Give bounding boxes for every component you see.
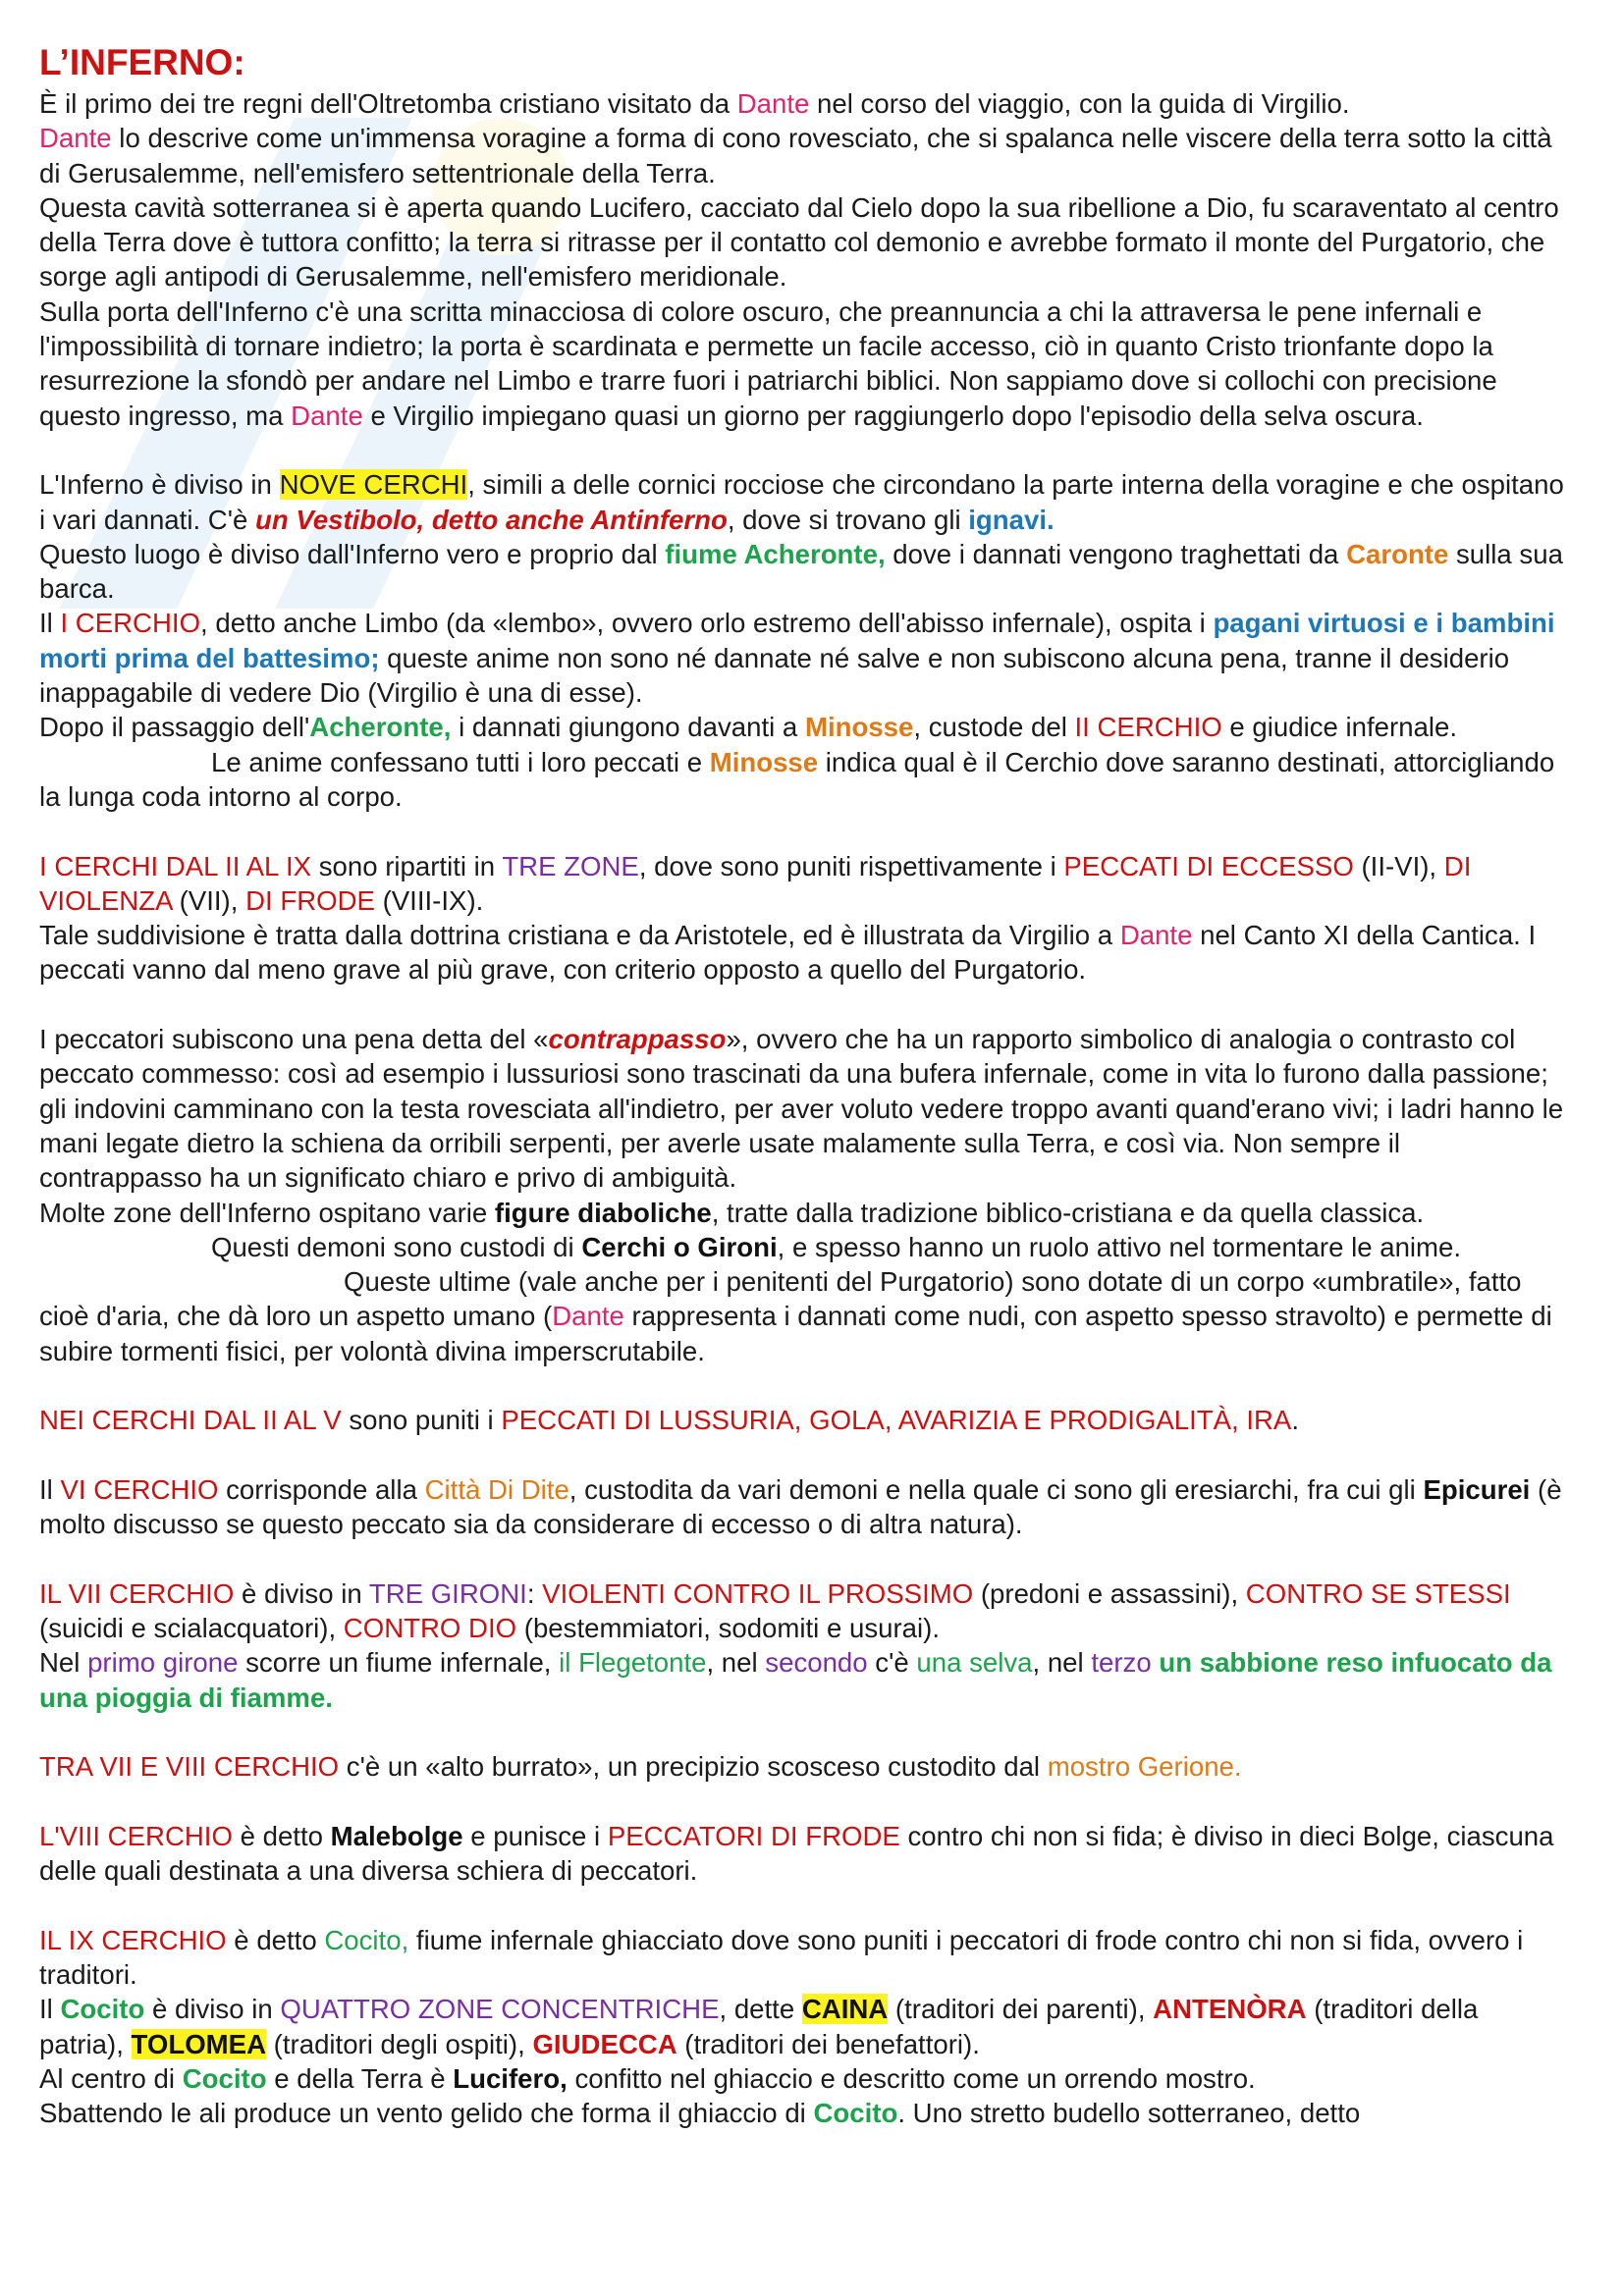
paragraph-three-zones: I CERCHI DAL II AL IX sono ripartiti in TRE ZONE, dove sono puniti rispettivamente i PECCATI DI ECCESSO (II-VI), DI VIOLENZA (VII), DI FRODE (VIII-IX). Tale suddivisione è tratta dalla dottrina cristiana e da Aristotele, ed è illustrata da Virgilio a Dante nel Canto XI della Cantica. I peccati vanno dal meno grave al più grave, con criterio opposto a quello del Purgatorio. — [39, 850, 1537, 986]
paragraph-contrappasso: I peccatori subiscono una pena detta del «contrappasso», ovvero che ha un rapporto simbolico di analogia o contrasto col peccato commesso: così ad esempio i lussuriosi sono trascinati da una bufera infernale, come in vita lo furono dalla passione; gli indovini camminano con la testa rovesciata all'indietro, per aver voluto vedere troppo avanti quand'erano vivi; i ladri hanno le mani legate dietro la schiena da orribili serpenti, per averle usate malamente sulla Terra, e così via. Non sempre il contrappasso ha un significato chiaro e privo di ambiguità. Molte zone dell'Inferno ospitano varie figure diaboliche, tratte dalla tradizione biblico-cristiana e da quella classica.Questi demoni sono custodi di Cerchi o Gironi, e spesso hanno un ruolo attivo nel tormentare le anime.Queste ultime (vale anche per i penitenti del Purgatorio) sono dotate di un corpo «umbratile», fatto cioè d'aria, che dà loro un aspetto umano (Dante rappresenta i dannati come nudi, con aspetto spesso stravolto) e permette di subire tormenti fisici, per volontà divina imperscrutabile. — [39, 1024, 1564, 1366]
paragraph-structure: L'Inferno è diviso in NOVE CERCHI, simili a delle cornici rocciose che circondano la parte interna della voragine e che ospitano i vari dannati. C'è un Vestibolo, detto anche Antinferno, dove si trovano gli ignavi. Questo luogo è diviso dall'Inferno vero e proprio dal fiume Acheronte, dove i dannati vengono traghettati da Caronte sulla sua barca. Il I CERCHIO, detto anche Limbo (da «lembo», ovvero orlo estremo dell'abisso infernale), ospita i pagani virtuosi e i bambini morti prima del battesimo; queste anime non sono né dannate né salve e non subiscono alcuna pena, tranne il desiderio inappagabile di vedere Dio (Virgilio è una di esse). Dopo il passaggio dell'Acheronte, i dannati giungono davanti a Minosse, custode del II CERCHIO e giudice infernale.Le anime confessano tutti i loro peccati e Minosse indica qual è il Cerchio dove saranno destinati, attorcigliando la lunga coda intorno al corpo. — [39, 469, 1564, 812]
document-page — [39, 41, 1566, 2131]
paragraph-circles-2-5: NEI CERCHI DAL II AL V sono puniti i PECCATI DI LUSSURIA, GOLA, AVARIZIA E PRODIGALITÀ, IRA. — [39, 1405, 1300, 1436]
paragraph-circle-9: IL IX CERCHIO è detto Cocito, fiume infernale ghiacciato dove sono puniti i peccatori di frode contro chi non si fida, ovvero i traditori. Il Cocito è diviso in QUATTRO ZONE CONCENTRICHE, dette CAINA (traditori dei parenti), ANTENÒRA (traditori della patria), TOLOMEA (traditori degli ospiti), GIUDECCA (traditori dei benefattori). Al centro di Cocito e della Terra è Lucifero, confitto nel ghiaccio e descritto come un orrendo mostro. Sbattendo le ali produce un vento gelido che forma il ghiaccio di Cocito. Uno stretto budello sotterraneo, detto — [39, 1924, 1524, 2129]
paragraph-circle-7: IL VII CERCHIO è diviso in TRE GIRONI: VIOLENTI CONTRO IL PROSSIMO (predoni e assassini), CONTRO SE STESSI (suicidi e scialacquatori), CONTRO DIO (bestemmiatori, sodomiti e usurai). Nel primo girone scorre un fiume infernale, il Flegetonte, nel secondo c'è una selva, nel terzo un sabbione reso infuocato da una pioggia di fiamme. — [39, 1577, 1552, 1713]
paragraph-circle-8: L'VIII CERCHIO è detto Malebolge e punisce i PECCATORI DI FRODE contro chi non si fida; è diviso in dieci Bolge, ciascuna delle quali destinata a una diversa schiera di peccatori. — [39, 1820, 1554, 1887]
paragraph-circle-6: Il VI CERCHIO corrisponde alla Città Di Dite, custodita da vari demoni e nella quale ci sono gli eresiarchi, fra cui gli Epicurei (è molto discusso se questo peccato sia da considerare di eccesso o di altra natura). — [39, 1473, 1562, 1540]
paragraph-burrato: TRA VII E VIII CERCHIO c'è un «alto burrato», un precipizio scosceso custodito dal mostro Gerione. — [39, 1751, 1242, 1783]
paragraph-intro: È il primo dei tre regni dell'Oltretomba cristiano visitato da Dante nel corso del viaggio, con la guida di Virgilio. Dante lo descrive come un'immensa voragine a forma di cono rovesciato, che si spalanca nelle viscere della terra sotto la città di Gerusalemme, nell'emisfero settentrionale della Terra. Questa cavità sotterranea si è aperta quando Lucifero, cacciato dal Cielo dopo la sua ribellione a Dio, fu scaraventato al centro della Terra dove è tuttora confitto; la terra si ritrasse per il contatto col demonio e avrebbe formato il monte del Purgatorio, che sorge agli antipodi di Gerusalemme, nell'emisfero meridionale. Sulla porta dell'Inferno c'è una scritta minacciosa di colore oscuro, che preannuncia a chi la attraversa le pene infernali e l'impossibilità di tornare indietro; la porta è scardinata e permette un facile accesso, ciò in quanto Cristo trionfante dopo la resurrezione la sfondò per andare nel Limbo e trarre fuori i patriarchi biblici. Non sappiamo dove si collochi con precisione questo ingresso, ma Dante e Virgilio impiegano quasi un giorno per raggiungerlo dopo l'episodio della selva oscura. — [39, 88, 1559, 431]
page-title: L’INFERNO: — [39, 42, 245, 82]
